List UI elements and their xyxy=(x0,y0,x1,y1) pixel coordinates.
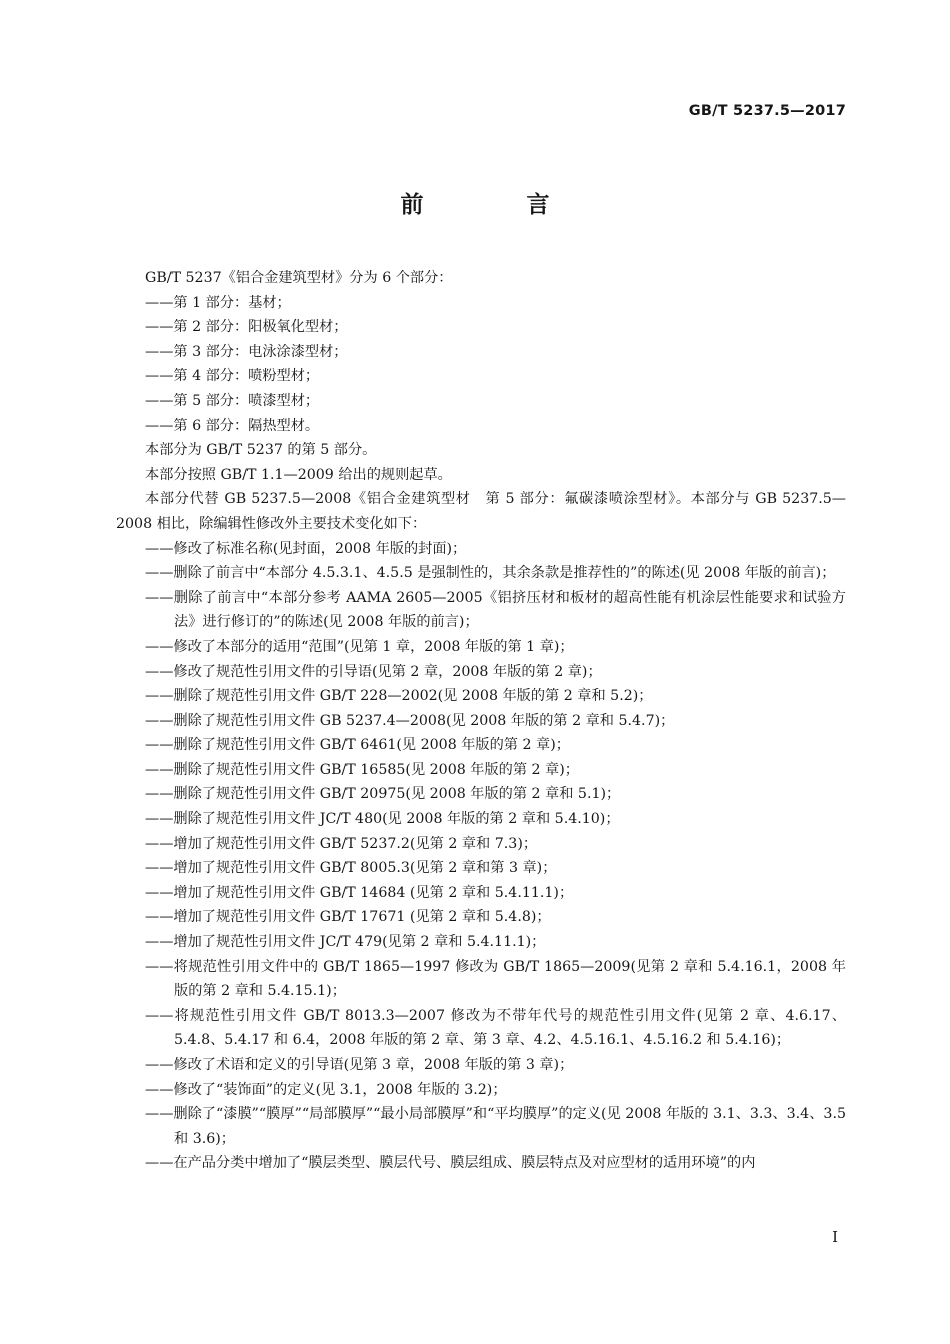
list-item: ——修改了规范性引用文件的引导语(见第 2 章，2008 年版的第 2 章)； xyxy=(145,663,602,680)
paragraph: 本部分代替 GB 5237.5—2008《铝合金建筑型材 第 5 部分：氟碳漆喷涂型材》。本部分与 GB 5237.5—2008 相比，除编辑性修改外主要技术变化如下： xyxy=(116,491,846,532)
document-body xyxy=(116,266,846,1176)
paragraph: GB/T 5237《铝合金建筑型材》分为 6 个部分： xyxy=(145,270,453,286)
list-item: ——第 3 部分：电泳涂漆型材； xyxy=(145,343,348,360)
list-item: ——修改了本部分的适用“范围”(见第 1 章，2008 年版的第 1 章)； xyxy=(145,638,574,655)
list-item: ——在产品分类中增加了“膜层类型、膜层代号、膜层组成、膜层特点及对应型材的适用环境”的内 xyxy=(145,1155,756,1172)
list-item: ——第 5 部分：喷漆型材； xyxy=(145,392,320,409)
list-item: ——第 2 部分：阳极氧化型材； xyxy=(145,319,348,336)
list-item: ——删除了规范性引用文件 GB/T 20975(见 2008 年版的第 2 章和 5.1)； xyxy=(145,786,621,803)
list-item: ——增加了规范性引用文件 GB/T 8005.3(见第 2 章和第 3 章)； xyxy=(145,860,557,877)
list-item: ——增加了规范性引用文件 GB/T 17671 (见第 2 章和 5.4.8)； xyxy=(145,909,551,926)
list-item: ——将规范性引用文件 GB/T 8013.3—2007 修改为不带年代号的规范性引用文件(见第 2 章、4.6.17、5.4.8、5.4.17 和 6.4，2008 年版的第 2 章、第 3 章、4.2、4.5.16.1、4.5.16.2 和 5.4.16)； xyxy=(145,1007,846,1049)
list-item: ——删除了规范性引用文件 JC/T 480(见 2008 年版的第 2 章和 5.4.10)； xyxy=(145,811,620,828)
list-item: ——删除了规范性引用文件 GB 5237.4—2008(见 2008 年版的第 2 章和 5.4.7)； xyxy=(145,712,675,729)
list-item: ——增加了规范性引用文件 GB/T 5237.2(见第 2 章和 7.3)； xyxy=(145,835,538,852)
list-item: ——删除了前言中“本部分参考 AAMA 2605—2005《铝挤压材和板材的超高性能有机涂层性能要求和试验方法》进行修订的”的陈述(见 2008 年版的前言)； xyxy=(145,589,846,631)
list-item: ——删除了“漆膜”“膜厚”“局部膜厚”“最小局部膜厚”和“平均膜厚”的定义(见 2008 年版的 3.1、3.3、3.4、3.5 和 3.6)； xyxy=(145,1106,846,1147)
page-number: I xyxy=(832,1228,838,1246)
list-item: ——删除了规范性引用文件 GB/T 228—2002(见 2008 年版的第 2 章和 5.2)； xyxy=(145,688,653,705)
list-item: ——修改了“装饰面”的定义(见 3.1，2008 年版的 3.2)； xyxy=(145,1081,507,1098)
list-item: ——删除了规范性引用文件 GB/T 16585(见 2008 年版的第 2 章)； xyxy=(145,761,579,778)
page-title: 前 言 xyxy=(400,192,590,218)
list-item: ——删除了前言中“本部分 4.5.3.1、4.5.5 是强制性的，其余条款是推荐性的”的陈述(见 2008 年版的前言)； xyxy=(145,565,836,582)
list-item: ——修改了标准名称(见封面，2008 年版的封面)； xyxy=(145,540,467,557)
list-item: ——修改了术语和定义的引导语(见第 3 章，2008 年版的第 3 章)； xyxy=(145,1057,574,1073)
paragraph: 本部分按照 GB/T 1.1—2009 给出的规则起草。 xyxy=(145,466,452,483)
list-item: ——删除了规范性引用文件 GB/T 6461(见 2008 年版的第 2 章)； xyxy=(145,737,570,754)
standard-number: GB/T 5237.5—2017 xyxy=(688,103,846,119)
list-item: ——第 6 部分：隔热型材。 xyxy=(145,417,320,434)
list-item: ——增加了规范性引用文件 GB/T 14684 (见第 2 章和 5.4.11.1)； xyxy=(145,884,574,901)
list-item: ——增加了规范性引用文件 JC/T 479(见第 2 章和 5.4.11.1)； xyxy=(145,934,546,951)
list-item: ——第 1 部分：基材； xyxy=(145,294,291,311)
list-item: ——将规范性引用文件中的 GB/T 1865—1997 修改为 GB/T 1865—2009(见第 2 章和 5.4.16.1，2008 年版的第 2 章和 5.4.15.1)； xyxy=(145,958,846,1000)
paragraph: 本部分为 GB/T 5237 的第 5 部分。 xyxy=(145,442,377,459)
list-item: ——第 4 部分：喷粉型材； xyxy=(145,368,320,385)
